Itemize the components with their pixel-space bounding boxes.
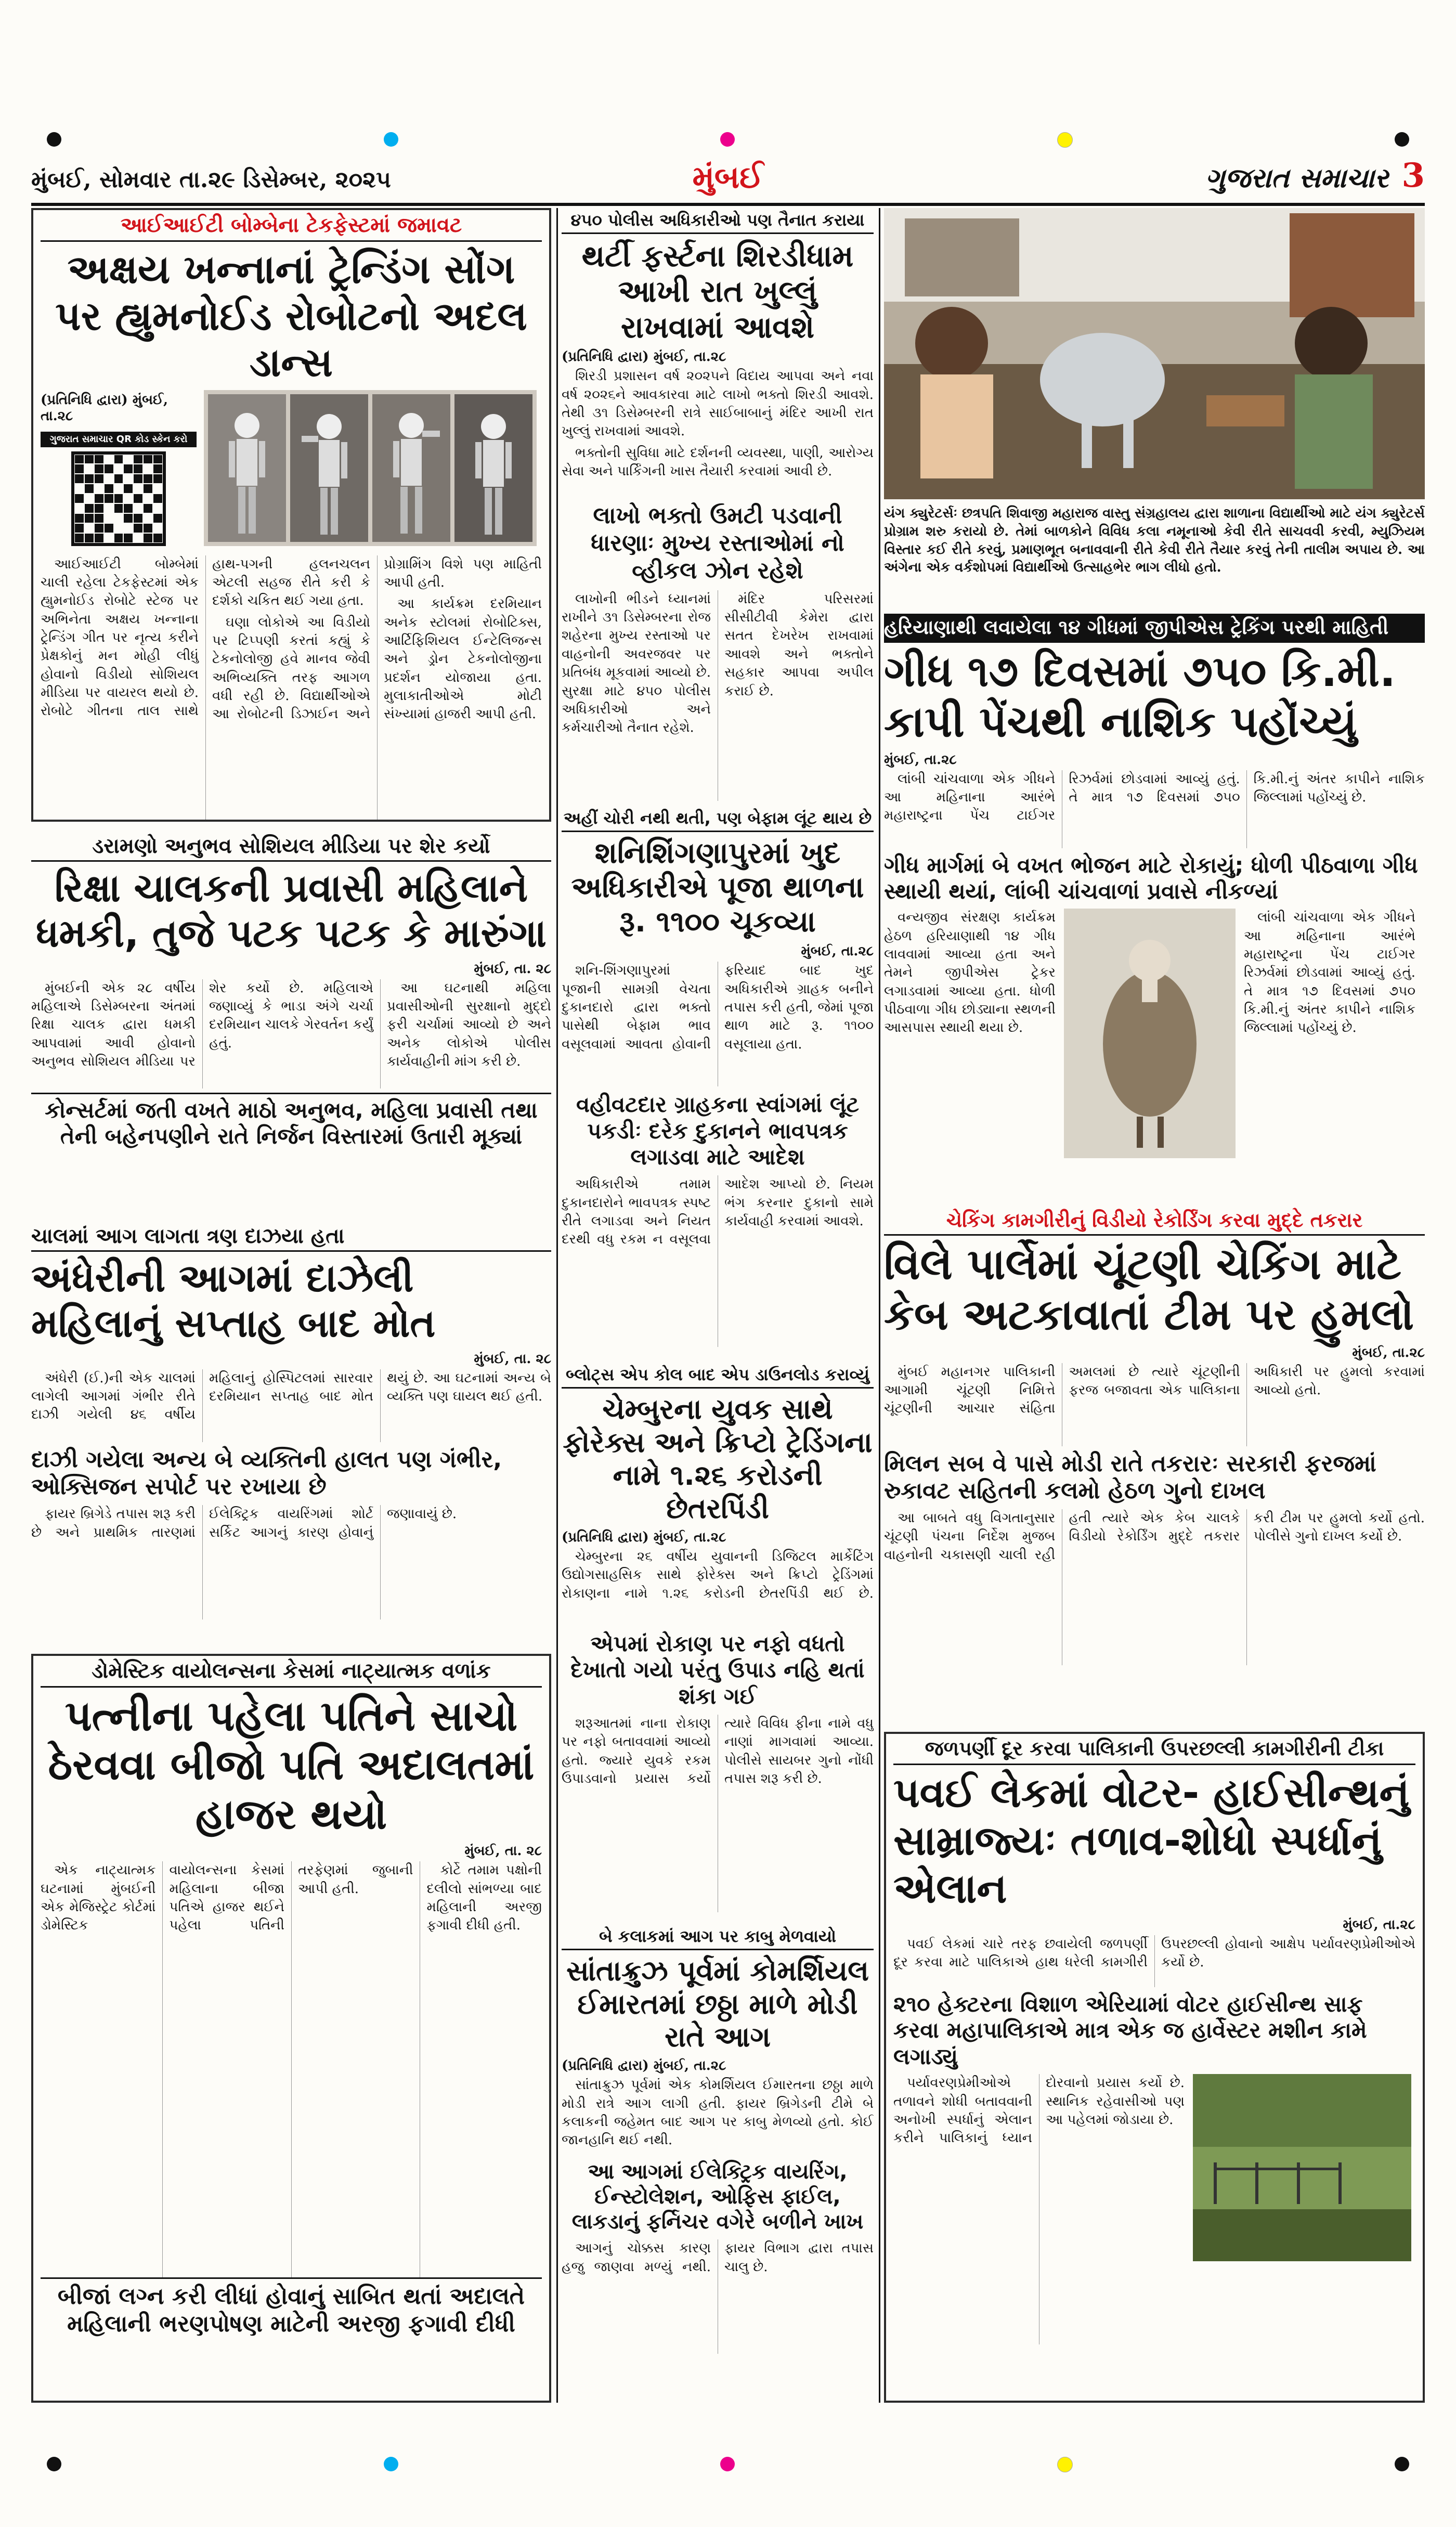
- story-subhead: મિલન સબ વે પાસે મોડી રાતે તકરારઃ સરકારી ફરજમાં રુકાવટ સહિતની કલમો હેઠળ ગુનો દાખલ: [884, 1450, 1376, 1505]
- story-body: [41, 555, 542, 822]
- robot-figure-icon: [290, 394, 368, 542]
- story-body-continued: [884, 909, 1056, 1179]
- story-kicker: બે કલાકમાં આગ પર કાબુ મેળવાયો: [562, 1924, 874, 1950]
- story-headline: રિક્ષા ચાલકની પ્રવાસી મહિલાને ધમકી, તુજે પટક પટક કે મારુંગા: [36, 866, 547, 956]
- story-domestic-violence: [31, 1654, 551, 2403]
- story-subhead: લાખો ભક્તો ઉમટી પડવાની ધારણાઃ મુખ્ય રસ્તાઓમાં નો વ્હીકલ ઝોન રહેશે: [591, 502, 844, 584]
- story-shani-shingnapur: [562, 806, 874, 1357]
- story-kicker: ચાલમાં આગ લાગતા ત્રણ દાઝયા હતા: [31, 1222, 551, 1252]
- story-body-continued: [31, 1505, 551, 1619]
- story-andheri-fire: [31, 1222, 551, 1659]
- story-subhead: ૨૧૦ હેક્ટરના વિશાળ એરિયામાં વોટર હાઈસીન્થ સાફ કરવા મહાપાલિકાએ માત્ર એક જ હાર્વેસ્ટર મશીન કામે લગાડ્યું: [893, 1991, 1367, 2069]
- story-subhead: દાઝી ગયેલા અન્ય બે વ્યક્તિની હાલત પણ ગંભીર, ઓક્સિજન સપોર્ટ પર રખાયા છે: [31, 1446, 502, 1500]
- paragraph: ચેમ્બુરના ૨૬ વર્ષીય યુવાનની ડિજિટલ માર્કેટિંગ ઉદ્યોગસાહસિક સાથે ફોરેક્સ અને ક્રિપ્ટો ટ્રેડિંગમાં રોકાણના નામે ૧.૨૬ કરોડની છેતરપિંડી થઈ છે.: [562, 1548, 874, 1601]
- story-kicker: ડોમેસ્ટિક વાયોલન્સના કેસમાં નાટ્યાત્મક વળાંક: [41, 1656, 542, 1688]
- robot-figure-icon: [372, 394, 450, 542]
- story-body: [884, 1363, 1425, 1446]
- paragraph: વન્યજીવ સંરક્ષણ કાર્યક્રમ હેઠળ હરિયાણાથી ૧૪ ગીધ લાવવામાં આવ્યા હતા અને તેમને જીપીએસ ટ્રેકર લગાડવામાં આવ્યા હતા. ધોળી પીઠવાળા ગીધ છોડ્યાના સ્થળની આસપાસ સ્થાયી થયા છે.: [884, 910, 1056, 1036]
- story-kicker: ડરામણો અનુભવ સોશિયલ મીડિયા પર શેર કર્યો: [31, 832, 551, 862]
- story-body: [562, 2076, 874, 2154]
- robot-figure-icon: [454, 394, 532, 542]
- paragraph: ભક્તોની સુવિધા માટે દર્શનની વ્યવસ્થા, પાણી, આરોગ્ય સેવા અને પાર્કિંગની ખાસ તૈયારી કરવામાં આવી છે.: [562, 445, 874, 480]
- registration-marks-top: [0, 130, 1456, 149]
- story-body-continued: [562, 2239, 874, 2354]
- dateline: મુંબઈ, તા.૨૮: [884, 751, 957, 768]
- story-subhead: ગીધ માર્ગમાં બે વખત ભોજન માટે રોકાયું; ધોળી પીઠવાળા ગીધ સ્થાયી થયાં, લાંબી ચાંચવાળાં પ્રવાસે નીકળ્યાં: [884, 852, 1418, 904]
- paragraph: અંધેરી (ઈ.)ની એક ચાલમાં લાગેલી આગમાં ગંભીર રીતે દાઝી ગયેલી ૪૬ વર્ષીય મહિલાનું હોસ્પિટલમાં સારવાર દરમિયાન સપ્તાહ બાદ મોત થયું છે. આ ઘટનામાં અન્ય બે વ્યક્તિ પણ ઘાયલ થઈ હતી.: [31, 1370, 551, 1423]
- story-body-continued: [562, 1715, 874, 1912]
- story-headline: શનિશિંગણાપુરમાં ખુદ અધિકારીએ પૂજા થાળના રૂ. ૧૧૦૦ ચૂકવ્યા: [571, 836, 864, 939]
- paragraph: શિરડી પ્રશાસન વર્ષ ૨૦૨૫ને વિદાય આપવા અને નવા વર્ષ ૨૦૨૬ને આવકારવા માટે લાખો ભક્તો શિરડી આવશે. તેથી ૩૧ ડિસેમ્બરની રાત્રે સાઈબાબાનું મંદિર આખી રાત ખુલ્લું રાખવામાં આવશે.: [562, 368, 874, 439]
- masthead: [31, 156, 1425, 206]
- story-body: [884, 770, 1425, 848]
- story-body-sidebar: [1244, 909, 1415, 1179]
- young-curators-photo: [884, 208, 1425, 499]
- story-subhead: વહીવટદાર ગ્રાહકના સ્વાંગમાં લૂંટ પકડીઃ દરેક દુકાનને ભાવપત્રક લગાડવા માટે આદેશ: [576, 1092, 860, 1170]
- paragraph: શનિ-શિંગણાપુરમાં પૂજાની સામગ્રી વેચતા દુકાનદારો દ્વારા ભક્તો પાસેથી બેફામ ભાવ વસૂલવામાં આવતા હોવાની ફરિયાદ બાદ ખુદ અધિકારીએ ગ્રાહક બનીને તપાસ કરી હતી, જેમાં પૂજા થાળ માટે રૂ. ૧૧૦૦ વસૂલાયા હતા.: [562, 963, 874, 1052]
- paragraph: લાંબી ચાંચવાળા એક ગીધને આ મહિનાના આરંભે મહારાષ્ટ્રના પેંચ ટાઈગર રિઝર્વમાં છોડવામાં આવ્યું હતું. તે માત્ર ૧૭ દિવસમાં ૭૫૦ કિ.મી.નું અંતર કાપીને નાશિક જિલ્લામાં પહોંચ્યું છે.: [1244, 910, 1415, 1036]
- paragraph: અધિકારીએ તમામ દુકાનદારોને ભાવપત્રક સ્પષ્ટ રીતે લગાડવા અને નિયત દરથી વધુ રકમ ન વસૂલવા આદેશ આપ્યો છે. નિયમ ભંગ કરનાર દુકાનો સામે કાર્યવાહી કરવામાં આવશે.: [562, 1176, 874, 1248]
- paragraph: આ ઘટનાથી મહિલા પ્રવાસીઓની સુરક્ષાનો મુદ્દો ફરી ચર્ચામાં આવ્યો છે અને અનેક લોકોએ પોલીસ કાર્યવાહીની માંગ કરી છે.: [387, 980, 551, 1070]
- page-number: 3: [1401, 156, 1425, 195]
- story-powai-lake: [884, 1732, 1425, 2403]
- story-kicker: બ્લોટ્સ એપ કોલ બાદ એપ ડાઉનલોડ કરાવ્યું: [562, 1363, 874, 1389]
- column-rule: [879, 208, 880, 2403]
- dateline: મુંબઈ, તા.૨૮: [1352, 1344, 1425, 1360]
- story-headline: અંધેરીની આગમાં દાઝેલી મહિલાનું સપ્તાહ બાદ મોત: [31, 1256, 436, 1346]
- dateline: (પ્રતિનિધિ દ્વારા) મુંબઈ, તા.૨૮: [562, 1529, 726, 1545]
- story-headline: પત્નીના પહેલા પતિને સાચો ઠેરવવા બીજો પતિ અદાલતમાં હાજર થયો: [48, 1692, 535, 1838]
- column-rule: [556, 208, 558, 2403]
- paragraph: એક નાટ્યાત્મક ઘટનામાં મુંબઈની એક મેજિસ્ટ્રેટ કોર્ટમાં ડોમેસ્ટિક વાયોલન્સના કેસમાં મહિલાના બીજા પતિએ હાજર થઈને પહેલા પતિની તરફેણમાં જુબાની આપી હતી.: [41, 1862, 413, 1934]
- paragraph: આગનું ચોક્કસ કારણ હજુ જાણવા મળ્યું નથી. ફાયર વિભાગ દ્વારા તપાસ ચાલુ છે.: [562, 2240, 874, 2275]
- story-headline: સાંતાક્રુઝ પૂર્વમાં કોમર્શિયલ ઈમારતમાં છઠ્ઠા માળે મોડી રાતે આગ: [566, 1954, 869, 2054]
- paragraph: કોર્ટે તમામ પક્ષોની દલીલો સાંભળ્યા બાદ મહિલાની અરજી ફગાવી દીધી હતી.: [426, 1862, 542, 1934]
- museum-photo: [884, 208, 1425, 499]
- story-body: [562, 1548, 874, 1626]
- paragraph: મુંબઈની એક ૨૮ વર્ષીય મહિલાએ ડિસેમ્બરના અંતમાં રિક્ષા ચાલક દ્વારા ધમકી આપવામાં આવી હોવાનો અનુભવ સોશિયલ મીડિયા પર શેર કર્યો છે. મહિલાએ જણાવ્યું કે ભાડા અંગે ચર્ચા દરમિયાન ચાલકે ગેરવર્તન કર્યું હતું.: [31, 980, 373, 1070]
- paragraph: લાખોની ભીડને ધ્યાનમાં રાખીને ૩૧ ડિસેમ્બરના રોજ શહેરના મુખ્ય રસ્તાઓ પર વાહનોની અવરજવર પર પ્રતિબંધ મૂકવામાં આવ્યો છે. સુરક્ષા માટે ૪૫૦ પોલીસ અધિકારીઓ અને કર્મચારીઓ તૈનાત રહેશે.: [562, 591, 711, 736]
- story-subhead: બીજાં લગ્ન કરી લીધાં હોવાનું સાબિત થતાં અદાલતે મહિલાની ભરણપોષણ માટેની અરજી ફગાવી દીધી: [41, 2277, 542, 2338]
- story-subhead: કોન્સર્ટમાં જતી વખતે માઠો અનુભવ, મહિલા પ્રવાસી તથા તેની બહેનપણીને રાતે નિર્જન વિસ્તારમાં ઉતારી મૂક્યાં: [31, 1093, 551, 1150]
- issue-date: મુંબઈ, સોમવાર તા.૨૯ ડિસેમ્બર, ૨૦૨૫: [31, 166, 391, 193]
- paragraph: ફાયર બ્રિગેડે તપાસ શરૂ કરી છે અને પ્રાથમિક તારણમાં ઈલેક્ટ્રિક વાયરિંગમાં શોર્ટ સર્કિટ આગનું કારણ હોવાનું જણાવાયું છે.: [31, 1506, 457, 1540]
- story-shirdi: [562, 208, 874, 801]
- story-body-continued: [884, 1509, 1425, 1665]
- story-headline: ગીધ ૧૭ દિવસમાં ૭૫૦ કિ.મી. કાપી પેંચથી નાશિક પહોંચ્યું: [884, 647, 1396, 747]
- story-body: [41, 1861, 542, 2277]
- paragraph: મુંબઈ મહાનગર પાલિકાની આગામી ચૂંટણી નિમિત્તે ચૂંટણીની આચાર સંહિતા અમલમાં છે ત્યારે ચૂંટણીની ફરજ બજાવતા એક પાલિકાના અધિકારી પર હુમલો કરવામાં આવ્યો હતો.: [884, 1364, 1425, 1417]
- story-kicker: ૪૫૦ પોલીસ અધિકારીઓ પણ તૈનાત કરાયા: [562, 208, 874, 234]
- story-vile-parle: [884, 1207, 1425, 1727]
- robot-figure-icon: [208, 394, 286, 542]
- story-headline: અક્ષય ખન્નાનાં ટ્રેન્ડિંગ સોંગ પર હ્યુમનોઈડ રોબોટનો અદલ ડાન્સ: [55, 246, 527, 386]
- qr-label: ગુજરાત સમાચાર QR કોડ સ્કેન કરો: [41, 432, 197, 447]
- story-kicker: જળપર્ણી દૂર કરવા પાલિકાની ઉપરછલ્લી કામગીરીની ટીકા: [893, 1734, 1415, 1765]
- story-body: [562, 962, 874, 1086]
- paragraph: શરૂઆતમાં નાના રોકાણ પર નફો બતાવવામાં આવ્યો હતો. જ્યારે યુવકે રકમ ઉપાડવાનો પ્રયાસ કર્યો ત્યારે વિવિધ ફીના નામે વધુ નાણાં માગવામાં આવ્યા. પોલીસે સાયબર ગુનો નોંધી તપાસ શરૂ કરી છે.: [562, 1716, 874, 1787]
- dateline: મુંબઈ, તા. ૨૮: [474, 961, 551, 977]
- publication-name: ગુજરાત સમાચાર: [1205, 162, 1388, 194]
- paragraph: લાંબી ચાંચવાળા એક ગીધને આ મહિનાના આરંભે મહારાષ્ટ્રના પેંચ ટાઈગર રિઝર્વમાં છોડવામાં આવ્યું હતું. તે માત્ર ૧૭ દિવસમાં ૭૫૦ કિ.મી.નું અંતર કાપીને નાશિક જિલ્લામાં પહોંચ્યું છે.: [884, 771, 1425, 824]
- story-headline: ચેમ્બુરના યુવક સાથે ફોરેક્સ અને ક્રિપ્ટો ટ્રેડિંગના નામે ૧.૨૬ કરોડની છેતરપિંડી: [563, 1393, 873, 1525]
- story-body-continued: [562, 1175, 874, 1347]
- registration-marks-bottom: [0, 2455, 1456, 2473]
- paragraph: સાંતાક્રુઝ પૂર્વમાં એક કોમર્શિયલ ઈમારતના છઠ્ઠા માળે મોડી રાત્રે આગ લાગી હતી. ફાયર બ્રિગેડની ટીમે બે કલાકની જહેમત બાદ આગ પર કાબુ મેળવ્યો હતો. કોઈ જાનહાનિ થઈ નથી.: [562, 2077, 874, 2148]
- dateline: (પ્રતિનિધિ દ્વારા) મુંબઈ, તા.૨૮: [562, 2058, 726, 2074]
- story-body: [31, 979, 551, 1088]
- robot-dance-photos: [204, 390, 537, 546]
- story-robot: [31, 208, 551, 822]
- powai-lake-photo: [1193, 2074, 1411, 2261]
- story-body: [562, 367, 874, 497]
- dateline: મુંબઈ, તા. ૨૮: [474, 1351, 551, 1367]
- dateline: (પ્રતિનિધિ દ્વારા) મુંબઈ, તા.૨૮: [41, 392, 168, 424]
- story-chembur-fraud: [562, 1363, 874, 1914]
- story-body: [31, 1369, 551, 1442]
- story-kicker: આઈઆઈટી બોમ્બેના ટેકફેસ્ટમાં જમાવટ: [41, 210, 542, 242]
- paragraph: પર્યાવરણપ્રેમીઓએ તળાવને શોધી બતાવવાની અનોખી સ્પર્ધાનું એલાન કરીને પાલિકાનું ધ્યાન દોરવાનો પ્રયાસ કર્યો છે. સ્થાનિક રહેવાસીઓ પણ આ પહેલમાં જોડાયા છે.: [893, 2075, 1185, 2146]
- paragraph: આ કાર્યક્રમ દરમિયાન અનેક સ્ટોલમાં રોબોટિક્સ, આર્ટિફિશિયલ ઈન્ટેલિજન્સ અને ડ્રોન ટેકનોલોજીના પ્રદર્શન યોજાયા હતા. મુલાકાતીઓએ મોટી સંખ્યામાં હાજરી આપી હતી.: [384, 596, 542, 722]
- paragraph: પવઈ લેકમાં ચારે તરફ છવાયેલી જળપર્ણી દૂર કરવા માટે પાલિકાએ હાથ ધરેલી કામગીરી ઉપરછલ્લી હોવાનો આક્ષેપ પર્યાવરણપ્રેમીઓએ કર્યો છે.: [893, 1936, 1415, 1971]
- paragraph: ઘણા લોકોએ આ વિડીયો પર ટિપ્પણી કરતાં કહ્યું કે ટેકનોલોજી હવે માનવ જેવી અભિવ્યક્તિ તરફ આગળ વધી રહી છે. વિદ્યાર્થીઓએ આ રોબોટની ડિઝાઈન અને પ્રોગ્રામિંગ વિશે પણ માહિતી આપી હતી.: [212, 556, 542, 722]
- dateline: મુંબઈ, તા. ૨૮: [464, 1843, 542, 1859]
- dateline: મુંબઈ, તા.૨૮: [1343, 1917, 1415, 1933]
- story-subhead: આ આગમાં ઈલેક્ટ્રિક વાયરિંગ, ઈન્સ્ટોલેશન, ઓફિસ ફાઈલ, લાકડાનું ફર્નિચર વગેરે બળીને ખાખ: [571, 2160, 864, 2234]
- dateline: (પ્રતિનિધિ દ્વારા) મુંબઈ, તા.૨૮: [562, 349, 726, 365]
- paragraph: મંદિર પરિસરમાં સીસીટીવી કેમેરા દ્વારા સતત દેખરેખ રાખવામાં આવશે અને ભક્તોને સહકાર આપવા અપીલ કરાઈ છે.: [724, 591, 874, 699]
- story-vulture: [884, 614, 1425, 1196]
- story-headline: પવઈ લેકમાં વોટર- હાઈસીન્થનું સામ્રાજ્યઃ તળાવ-શોધો સ્પર્ધાનું એલાન: [893, 1770, 1410, 1913]
- story-kicker: અહીં ચોરી નથી થતી, પણ બેફામ લૂંટ થાય છે: [562, 806, 874, 832]
- qr-block[interactable]: [41, 432, 197, 546]
- photo-caption: યંગ ક્યુરેટર્સઃ છત્રપતિ શિવાજી મહારાજ વાસ્તુ સંગ્રહાલય દ્વારા શાળાના વિદ્યાર્થીઓ માટે યંગ ક્યુરેટર્સ પ્રોગ્રામ શરુ કરાયો છે. તેમાં બાળકોને વિવિધ કલા નમૂનાઓ કેવી રીતે સાચવવી કરવી, મ્યુઝિયમ વિસ્તાર કઈ રીતે કરવું, પ્રમાણભૂત બનાવવાની રીતે કેવી રીતે તૈયાર કરવું તેની તાલીમ અપાય છે. આ અંગેના એક વર્કશોપમાં વિદ્યાર્થીઓ ઉત્સાહભેર ભાગ લીધો હતો.: [884, 506, 1425, 576]
- story-body-continued: [893, 2074, 1185, 2344]
- story-headline: વિલે પાર્લેમાં ચૂંટણી ચેકિંગ માટે કેબ અટકાવાતાં ટીમ પર હુમલો: [884, 1240, 1414, 1340]
- story-rickshaw: [31, 832, 551, 1217]
- vulture-photo: [1064, 909, 1236, 1158]
- story-santacruz-fire: [562, 1924, 874, 2403]
- story-body-continued: [562, 590, 874, 801]
- paragraph: આઈઆઈટી બોમ્બેમાં ચાલી રહેલા ટેકફેસ્ટમાં એક હ્યુમનોઈડ રોબોટે સ્ટેજ પર અભિનેતા અક્ષય ખન્નાના ટ્રેન્ડિંગ ગીત પર નૃત્ય કરીને પ્રેક્ષકોનું મન મોહી લીધું હોવાનો વિડીયો સોશિયલ મીડિયા પર વાયરલ થયો છે. રોબોટે ગીતના તાલ સાથે હાથ-પગની હલનચલન એટલી સહજ રીતે કરી કે દર્શકો ચકિત થઈ ગયા હતા.: [41, 556, 370, 719]
- section-name: મુંબઈ: [692, 159, 764, 196]
- story-kicker: હરિયાણાથી લવાયેલા ૧૪ ગીધમાં જીપીએસ ટ્રેકિંગ પરથી માહિતી: [884, 614, 1425, 643]
- story-kicker: ચેકિંગ કામગીરીનું વિડીયો રેકોર્ડિંગ કરવા મુદ્દે તકરાર: [884, 1207, 1425, 1236]
- story-headline: થર્ટી ફર્સ્ટના શિરડીધામ આખી રાત ખુલ્લું રાખવામાં આવશે: [581, 238, 854, 345]
- paragraph: આ બાબતે વધુ વિગતાનુસાર ચૂંટણી પંચના નિર્દેશ મુજબ વાહનોની ચકાસણી ચાલી રહી હતી ત્યારે એક કેબ ચાલકે વિડીયો રેકોર્ડિંગ મુદ્દે તકરાર કરી ટીમ પર હુમલો કર્યો હતો. પોલીસે ગુનો દાખલ કર્યો છે.: [884, 1510, 1425, 1563]
- dateline: મુંબઈ, તા.૨૮: [801, 943, 874, 960]
- qr-code-icon[interactable]: [71, 451, 166, 546]
- photo-caption-block: [884, 504, 1425, 608]
- story-body: [893, 1935, 1415, 1987]
- story-subhead: એપમાં રોકાણ પર નફો વધતો દેખાતો ગયો પરંતુ ઉપાડ નહિ થતાં શંકા ગઈ: [570, 1630, 865, 1709]
